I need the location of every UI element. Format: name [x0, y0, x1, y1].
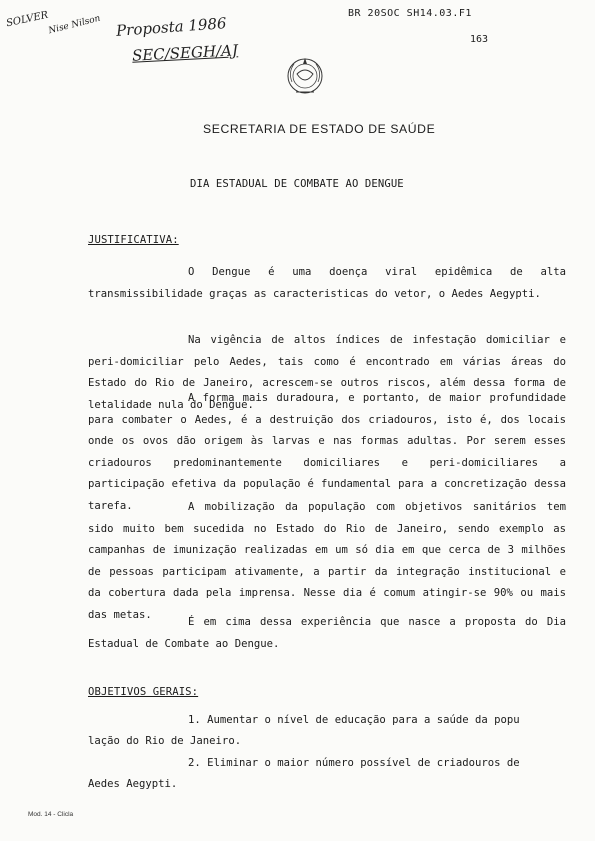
paragraph-1: O Dengue é uma doença viral epidêmica de alta transmissibilidade graças as caracteristicas do vetor, o Aedes Aegypti.	[88, 266, 566, 300]
handwritten-department: SEC/SEGH/AJ	[131, 41, 239, 65]
objective-1-line-2: lação do Rio de Janeiro.	[88, 735, 242, 747]
objective-1-line-1: 1. Aumentar o nível de educação para a saúde da popu	[188, 714, 520, 726]
document-title: DIA ESTADUAL DE COMBATE AO DENGUE	[190, 178, 404, 190]
objective-2-line-1: 2. Eliminar o maior número possível de criadouros de	[188, 757, 520, 769]
handwritten-proposal: Propostа 1986	[115, 14, 228, 40]
paragraph-2: Na vigência de altos índices de infestação domiciliar e peri-domiciliar pelo Aedes, tais como é encontrado em várias áreas do Estado do Rio de Janeiro, acrescem-se outros riscos, além dessa forma de letalidade nula do Dengue.	[88, 334, 566, 411]
objectives-heading: OBJETIVOS GERAIS:	[88, 686, 199, 698]
paragraph-4: A mobilização da população com objetivos sanitários tem sido muito bem sucedida no Estado do Rio de Janeiro, sendo exemplo as campanhas de imunização realizadas em um só dia em que cerca de 3 milhões de pessoas participam ativamente, a partir da integração institucional e da cobertura dada pela imprensa. Nesse dia é comum atingir-se 90% ou mais das metas.	[88, 501, 566, 621]
archive-code: BR 20SOC SH14.03.F1	[348, 8, 472, 19]
paragraph-3: A forma mais duradoura, e portanto, de maior profundidade para combater o Aedes, é a destruição dos criadouros, isto é, dos locais onde os ovos dão origem às larvas e nas formas adultas. Por serem esses criadouros predominantemente domiciliares e peri-domiciliares a participação efetiva da população é fundamental para a concretização dessa tarefa.	[88, 392, 566, 512]
page-number: 163	[470, 34, 489, 45]
justification-heading: JUSTIFICATIVA:	[88, 234, 179, 246]
paragraph-5: É em cima dessa experiência que nasce a proposta do Dia Estadual de Combate ao Dengue.	[88, 616, 566, 650]
handwritten-name: Nise Nilson	[47, 13, 102, 37]
coat-of-arms-icon	[282, 52, 328, 98]
form-code: Mod. 14 - Clicla	[28, 811, 74, 818]
handwritten-solver: SOLVER	[5, 9, 50, 30]
objective-2-line-2: Aedes Aegypti.	[88, 778, 178, 790]
institution-title: SECRETARIA DE ESTADO DE SAÚDE	[203, 122, 436, 136]
